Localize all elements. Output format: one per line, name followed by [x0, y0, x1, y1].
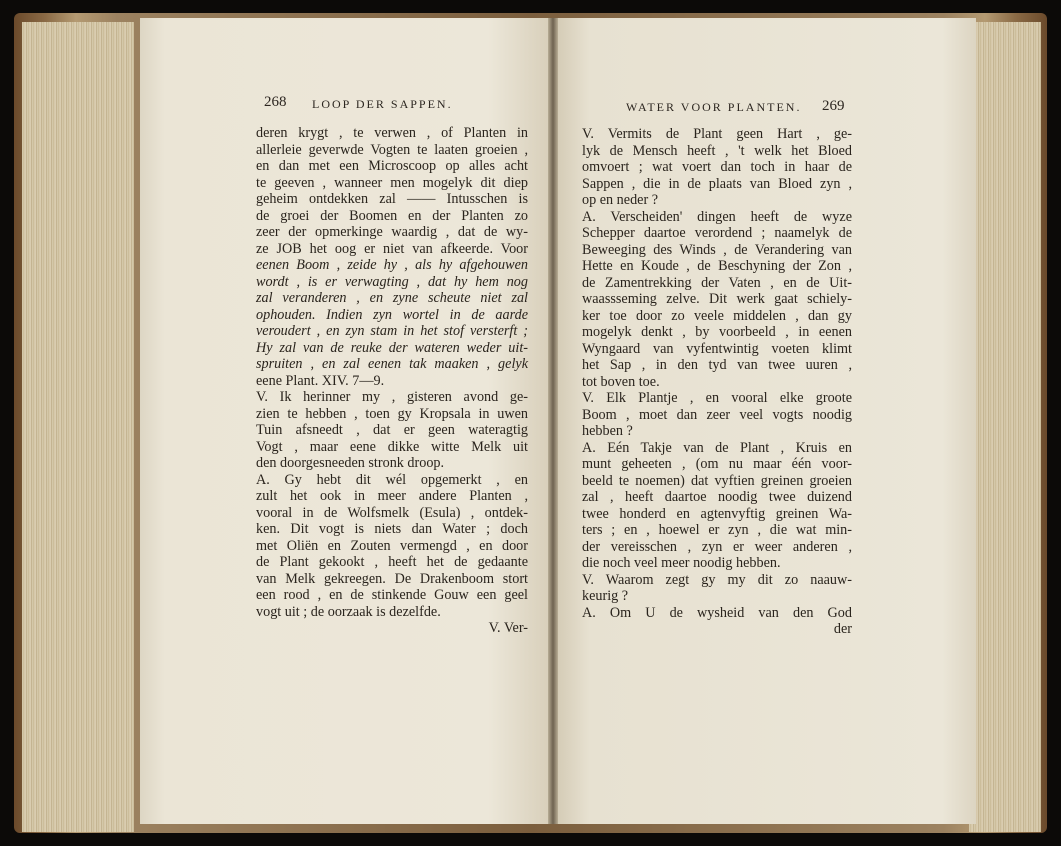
text-line: op en neder ? [582, 192, 659, 208]
text-line: V. Vermits de Plant geen Hart , ge- [582, 126, 852, 142]
text-line: de groei der Boomen en der Planten zo [256, 207, 528, 224]
text-line: A. Om U de wysheid van den God [582, 604, 852, 621]
text-line: een rood , en de stinkende Gouw een geel [256, 587, 528, 603]
text-line: het Sap , in den tyd van twee uuren , [582, 357, 852, 373]
text-line: hebben ? [582, 423, 633, 439]
text-line: V. Waarom zegt gy my dit zo naauw- [582, 571, 852, 588]
text-line: zien te hebben , toen gy Kropsala in uwen [256, 405, 528, 422]
text-line: omvoert ; wat voert dan toch in haar de [582, 159, 852, 175]
text-line: Beweeging des Winds , de Verandering van [582, 241, 852, 258]
text-line: spruiten , en zal eenen tak maaken , gelyk [256, 356, 528, 372]
text-line: beeld te noemen) dat vyftien greinen groeien [582, 472, 852, 489]
text-line: allerleie geverwde Vogten te laaten groeien , [256, 141, 528, 158]
text-line: waassseming zelve. Dit werk gaat schiely- [582, 291, 852, 307]
text-line: den doorgesneeden stronk droop. [256, 455, 445, 471]
text-line: tot boven toe. [582, 373, 660, 390]
text-line: Vogt , maar eene dikke witte Melk uit [256, 438, 528, 455]
book-gutter [548, 18, 558, 824]
text-line: te geeven , wanneer men mogelyk dit diep [256, 174, 528, 191]
text-line: de Plant gekookt , heeft het de gedaante [256, 554, 528, 570]
text-line: de Zamentrekking der Vaten , en de Uit- [582, 274, 852, 291]
text-line: ophouden. Indien zyn wortel in de aarde [256, 306, 528, 323]
text-line: en dan met een Microscoop op alles acht [256, 158, 528, 174]
right-page-body-text [582, 126, 852, 638]
left-page-body-text [256, 125, 528, 637]
text-line: zult het ook in meer andere Planten , [256, 488, 528, 504]
text-line: der [833, 621, 852, 637]
text-line: geheim ontdekken zal —— Intusschen is [256, 191, 528, 207]
text-line: A. Verscheiden' dingen heeft de wyze [582, 208, 852, 225]
text-line: Wyngaard van vyfentwintig voeten klimt [582, 340, 852, 357]
text-line: Schepper daartoe verordend ; naamelyk de [582, 225, 852, 241]
text-line: mogelyk denkt , by voorbeeld , in eenen [582, 324, 852, 340]
text-line: zeer der opmerkinge waardig , dat de wy- [256, 224, 528, 240]
text-line: die noch veel meer noodig hebben. [582, 555, 781, 571]
text-line: ken. Dit vogt is niets dan Water ; doch [256, 521, 528, 537]
text-line: zal , heeft daartoe noodig twee duizend [582, 489, 852, 505]
text-line: van Melk gekreegen. De Drakenboom stort [256, 570, 528, 587]
left-page-number: 268 [264, 94, 287, 110]
text-line: veroudert , en zyn stam in het stof versterft ; [256, 323, 528, 339]
text-line: ters ; en , hoewel er zyn , die wat min- [582, 522, 852, 538]
text-line: A. Gy hebt dit wél opgemerkt , en [256, 471, 528, 488]
text-line: eenen Boom , zeide hy , als hy afgehouwen [256, 257, 528, 273]
text-line: Sappen , die in de plaats van Bloed zyn , [582, 175, 852, 192]
text-line: vogt uit ; de oorzaak is dezelfde. [256, 603, 441, 620]
text-line: met Oliën en Zouten vermengd , en door [256, 537, 528, 554]
text-line: keurig ? [582, 588, 629, 604]
text-line: Hy zal van de reuke der wateren weder uit- [256, 339, 528, 356]
text-line: wordt , is er verwagting , dat hy hem nog [256, 273, 528, 290]
text-line: twee honderd en agtenvyftig greinen Wa- [582, 505, 852, 522]
text-line: munt geheeten , (om nu maar één voor- [582, 456, 852, 472]
right-page-number: 269 [822, 98, 845, 114]
text-line: A. Eén Takje van de Plant , Kruis en [582, 439, 852, 456]
text-line: ze JOB het oog er niet van afkeerde. Voor [256, 240, 528, 257]
right-page-edges [969, 22, 1041, 832]
text-line: vooral in de Wolfsmelk (Esula) , ontdek- [256, 504, 528, 521]
right-running-head: WATER VOOR PLANTEN. [626, 100, 802, 114]
text-line: zal veranderen , en zyne scheute niet zal [256, 290, 528, 306]
text-line: Boom , moet dan zeer veel vogts noodig [582, 406, 852, 423]
text-line: V. Ver- [488, 620, 528, 636]
text-line: eene Plant. XIV. 7—9. [256, 372, 385, 389]
text-line: Tuin afsneedt , dat er geen wateragtig [256, 422, 528, 438]
left-page-edges [22, 22, 134, 832]
left-running-head: LOOP DER SAPPEN. [312, 97, 453, 111]
text-line: V. Ik herinner my , gisteren avond ge- [256, 389, 528, 405]
text-line: ker toe door zo veele middelen , dan gy [582, 307, 852, 324]
text-line: Hette en Koude , de Beschyning der Zon , [582, 258, 852, 274]
text-line: V. Elk Plantje , en vooral elke groote [582, 390, 852, 406]
text-line: deren krygt , te verwen , of Planten in [256, 125, 528, 141]
text-line: der vereisschen , zyn er weer anderen , [582, 538, 852, 555]
text-line: lyk de Mensch heeft , 't welk het Bloed [582, 142, 852, 159]
